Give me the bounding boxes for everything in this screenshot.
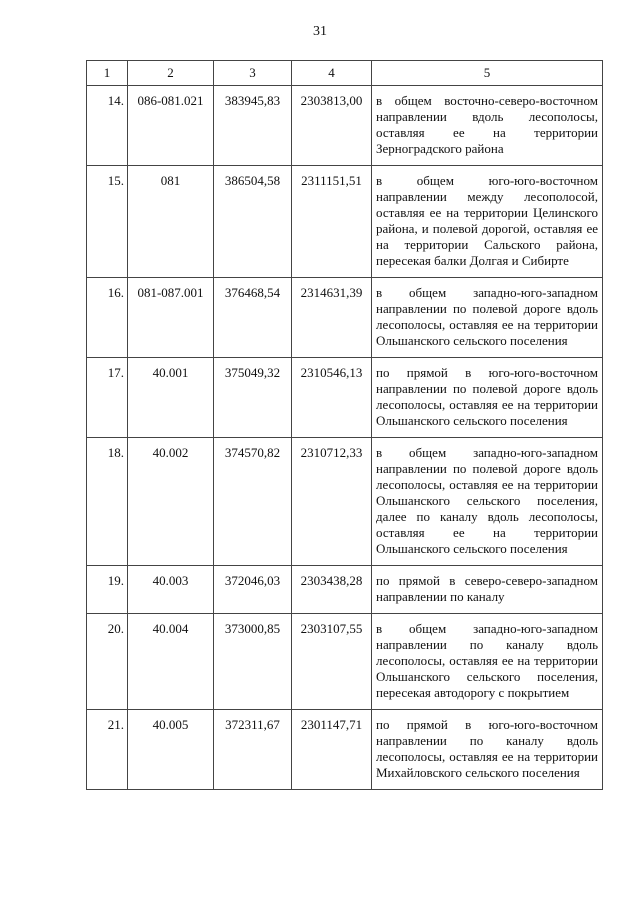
coordinate-y: 2303107,55 bbox=[292, 614, 372, 710]
row-number: 21. bbox=[87, 710, 128, 790]
coordinate-y: 2303813,00 bbox=[292, 86, 372, 166]
boundary-description-table bbox=[86, 60, 603, 790]
coordinate-x: 373000,85 bbox=[214, 614, 292, 710]
table-row bbox=[87, 278, 603, 358]
point-id: 40.001 bbox=[128, 358, 214, 438]
point-id: 40.005 bbox=[128, 710, 214, 790]
table-header-row bbox=[87, 61, 603, 86]
coordinate-y: 2310546,13 bbox=[292, 358, 372, 438]
column-header-2: 2 bbox=[128, 61, 214, 86]
boundary-direction: в общем западно-юго-западном направлении по полевой дороге вдоль лесополосы, оставляя ее на территории Ольшанского сельского поселения, далее по каналу вдоль лесополосы, оставляя ее на территории Ольшанского сельского поселения bbox=[372, 438, 603, 566]
boundary-direction: по прямой в северо-северо-западном направлении по каналу bbox=[372, 566, 603, 614]
column-header-1: 1 bbox=[87, 61, 128, 86]
coordinate-x: 376468,54 bbox=[214, 278, 292, 358]
row-number: 19. bbox=[87, 566, 128, 614]
table-row bbox=[87, 166, 603, 278]
column-header-4: 4 bbox=[292, 61, 372, 86]
column-header-5: 5 bbox=[372, 61, 603, 86]
page-number: 31 bbox=[313, 24, 327, 39]
point-id: 086-081.021 bbox=[128, 86, 214, 166]
point-id: 081 bbox=[128, 166, 214, 278]
table-row bbox=[87, 438, 603, 566]
coordinate-y: 2303438,28 bbox=[292, 566, 372, 614]
row-number: 14. bbox=[87, 86, 128, 166]
table-row bbox=[87, 566, 603, 614]
boundary-direction: в общем западно-юго-западном направлении по полевой дороге вдоль лесополосы, оставляя ее на территории Ольшанского сельского поселения bbox=[372, 278, 603, 358]
row-number: 20. bbox=[87, 614, 128, 710]
row-number: 15. bbox=[87, 166, 128, 278]
boundary-direction: в общем юго-юго-восточном направлении между лесополосой, оставляя ее на территории Целинского района, и полевой дорогой, оставляя ее на территории Сальского района, пересекая балки Долгая и Сибирте bbox=[372, 166, 603, 278]
row-number: 18. bbox=[87, 438, 128, 566]
row-number: 17. bbox=[87, 358, 128, 438]
coordinate-y: 2314631,39 bbox=[292, 278, 372, 358]
row-number: 16. bbox=[87, 278, 128, 358]
coordinate-y: 2311151,51 bbox=[292, 166, 372, 278]
boundary-direction: по прямой в юго-юго-восточном направлении по каналу вдоль лесополосы, оставляя ее на территории Михайловского сельского поселения bbox=[372, 710, 603, 790]
coordinate-x: 383945,83 bbox=[214, 86, 292, 166]
boundary-direction: по прямой в юго-юго-восточном направлении по полевой дороге вдоль лесополосы, оставляя ее на территории Ольшанского сельского поселения bbox=[372, 358, 603, 438]
coordinate-x: 386504,58 bbox=[214, 166, 292, 278]
table-row bbox=[87, 86, 603, 166]
coordinate-x: 374570,82 bbox=[214, 438, 292, 566]
table-row bbox=[87, 358, 603, 438]
coordinate-y: 2310712,33 bbox=[292, 438, 372, 566]
table-row bbox=[87, 710, 603, 790]
point-id: 40.003 bbox=[128, 566, 214, 614]
coordinate-x: 372046,03 bbox=[214, 566, 292, 614]
boundary-direction: в общем западно-юго-западном направлении по каналу вдоль лесополосы, оставляя ее на территории Ольшанского сельского поселения, пересекая автодорогу с покрытием bbox=[372, 614, 603, 710]
coordinate-y: 2301147,71 bbox=[292, 710, 372, 790]
table-row bbox=[87, 614, 603, 710]
coordinate-x: 375049,32 bbox=[214, 358, 292, 438]
point-id: 40.002 bbox=[128, 438, 214, 566]
point-id: 081-087.001 bbox=[128, 278, 214, 358]
point-id: 40.004 bbox=[128, 614, 214, 710]
coordinate-x: 372311,67 bbox=[214, 710, 292, 790]
column-header-3: 3 bbox=[214, 61, 292, 86]
boundary-direction: в общем восточно-северо-восточном направлении вдоль лесополосы, оставляя ее на территории Зерноградского района bbox=[372, 86, 603, 166]
